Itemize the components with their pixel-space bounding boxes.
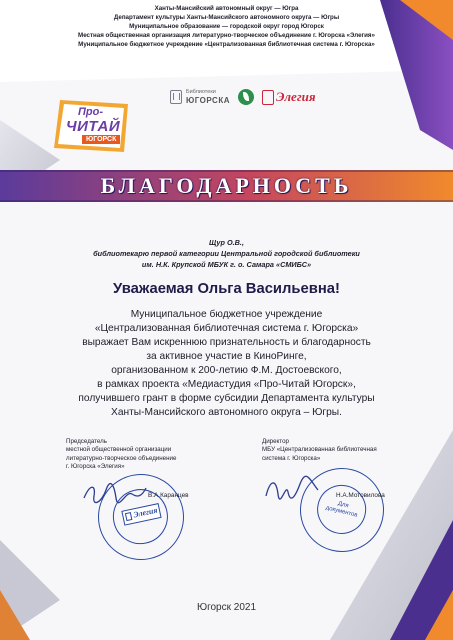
body-line: организованном к 200-летию Ф.М. Достоевского, [111,365,342,376]
body-line: получившего грант в форме субсидии Департамента культуры [78,393,375,404]
signature-left-title-line: литературно-творческое объединение [66,454,177,462]
signature-right-title [262,438,377,463]
header-line: Местная общественная организация литературно-творческое объединение г. Югорска «Элегия» [78,32,375,39]
stamp-left-logo-text: Элегия [132,505,159,520]
prochitay-logo-line1: Про- [78,106,104,118]
signature-left-title-line: г. Югорска «Элегия» [66,463,125,471]
elegia-logo [262,89,322,107]
signature-right-title-line: МБУ «Централизованная библиотечная [262,446,377,454]
greeting: Уважаемая Ольга Васильевна! [113,281,340,297]
recipient-name: Щур О.В., [209,238,244,247]
header-line: Департамент культуры Ханты-Мансийского автономного округа — Югры [113,14,340,21]
header-line: Муниципальное образование — городской округ город Югорск [129,23,324,30]
signature-left-title-line: местной общественной организации [66,446,172,454]
header-line: Муниципальное бюджетное учреждение «Централизованная библиотечная система г. Югорска» [78,41,375,48]
signature-right-title-line: система г. Югорска» [262,454,321,462]
elegia-logo-text: Элегия [276,89,316,104]
elegia-logo-icon [262,90,274,105]
leaf-logo-icon [238,89,254,105]
book-icon [170,90,182,104]
header-line: Ханты-Мансийский автономный округ — Югра [154,5,299,12]
body-line: выражает Вам искреннюю признательность и благодарность [82,337,371,348]
signature-left-title [66,438,176,472]
recipient-organization: им. Н.К. Крупской МБУК г. о. Самара «СМИБС» [141,260,312,269]
biblioteki-logo-line1: Библиотеки [186,89,216,95]
signature-right-title-line: Директор [262,438,289,445]
prochitay-logo-line3: ЮГОРСК [82,135,120,144]
signature-left-title-line: Председатель [66,438,107,445]
signature-right-name: Н.А.Мотовилова [336,492,385,499]
prochitay-logo [40,98,140,156]
recipient-position: библиотекарю первой категории Центральной городской библиотеки [93,249,360,258]
signature-left-name: В.А.Каранцев [148,492,189,499]
elegia-stamp-icon [125,512,133,521]
stamp-right-text: Для документов [325,500,358,519]
body-line: Муниципальное бюджетное учреждение [130,309,323,320]
title-band [0,168,453,202]
body-line: Ханты-Мансийского автономного округа – Югры. [111,407,342,418]
footer-place-year: Югорск 2021 [196,602,257,613]
body-line: в рамках проекта «Медиастудия «Про-Читай Югорск», [97,379,356,390]
body-line: за активное участие в КиноРинге, [146,351,307,362]
page-title: БЛАГОДАРНОСТЬ [100,173,353,198]
biblioteki-logo-line2: ЮГОРСКА [186,96,230,105]
partner-logos [170,88,320,108]
body-line: «Централизованная библиотечная система г. Югорска» [94,323,359,334]
prochitay-logo-line2: ЧИТАЙ [66,118,121,135]
biblioteki-logo [170,88,232,108]
